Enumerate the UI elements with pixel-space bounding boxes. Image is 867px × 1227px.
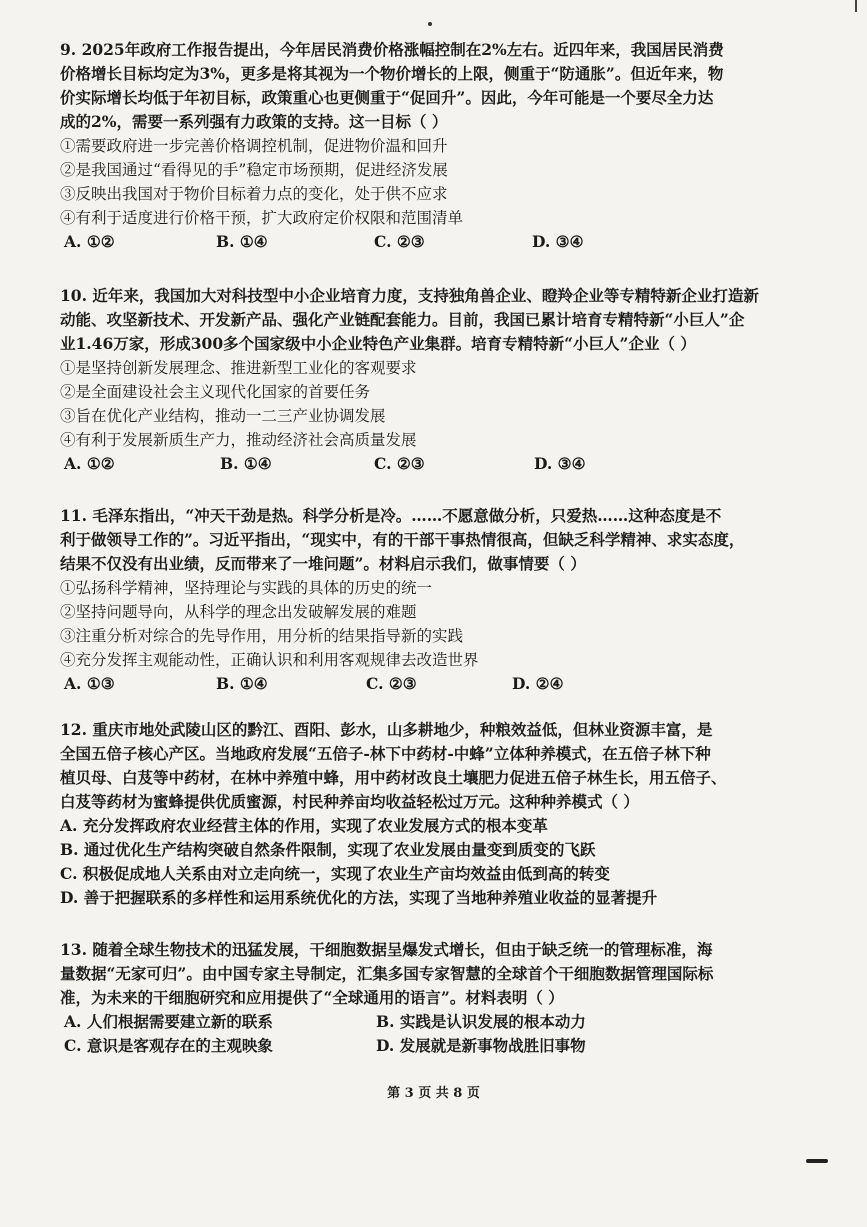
stem-line: 结果不仅没有出业绩，反而带来了一堆问题”。材料启示我们，做事情要（ ） bbox=[60, 554, 586, 573]
answer-options-row-2 bbox=[60, 1034, 830, 1058]
option-a[interactable]: A. 人们根据需要建立新的联系 bbox=[64, 1012, 273, 1031]
stem-line: 准，为未来的干细胞研究和应用提供了“全球通用的语言”。材料表明（ ） bbox=[60, 988, 564, 1007]
option-c[interactable]: C. 意识是客观存在的主观映象 bbox=[64, 1036, 273, 1055]
statement-item: ①弘扬科学精神，坚持理论与实践的具体的历史的统一 bbox=[60, 579, 433, 597]
statement-item: ③反映出我国对于物价目标着力点的变化，处于供不应求 bbox=[60, 185, 448, 203]
statement-item: ①需要政府进一步完善价格调控机制，促进物价温和回升 bbox=[60, 137, 448, 155]
option-c[interactable]: C. 积极促成地人关系由对立走向统一，实现了农业生产亩均效益由低到高的转变 bbox=[60, 864, 610, 883]
option-b[interactable]: B. ①④ bbox=[220, 454, 272, 473]
statement-item: ②是全面建设社会主义现代化国家的首要任务 bbox=[60, 383, 371, 401]
option-b[interactable]: B. ①④ bbox=[216, 232, 268, 251]
answer-options bbox=[60, 452, 830, 476]
statement-item: ①是坚持创新发展理念、推进新型工业化的客观要求 bbox=[60, 359, 417, 377]
option-a[interactable]: A. ①② bbox=[64, 454, 115, 473]
statement-item: ④有利于适度进行价格干预，扩大政府定价权限和范围清单 bbox=[60, 209, 464, 227]
stem-line: 价格增长目标均定为3%，更多是将其视为一个物价增长的上限，侧重于“防通胀”。但近年来，物 bbox=[60, 64, 724, 83]
option-d[interactable]: D. 发展就是新事物战胜旧事物 bbox=[376, 1036, 586, 1055]
option-a[interactable]: A. 充分发挥政府农业经营主体的作用，实现了农业发展方式的根本变革 bbox=[60, 816, 548, 835]
statement-item: ②是我国通过“看得见的手”稳定市场预期，促进经济发展 bbox=[60, 161, 448, 179]
question-9 bbox=[60, 38, 830, 254]
option-b[interactable]: B. ①④ bbox=[216, 674, 268, 693]
statement-item: ③注重分析对综合的先导作用，用分析的结果指导新的实践 bbox=[60, 627, 464, 645]
stem-line: 白芨等药材为蜜蜂提供优质蜜源，村民种养亩均收益轻松过万元。这种种养模式（ ） bbox=[60, 792, 639, 811]
option-d[interactable]: D. 善于把握联系的多样性和运用系统优化的方法，实现了当地种养殖业收益的显著提升 bbox=[60, 888, 658, 907]
question-10-stem bbox=[60, 284, 830, 356]
stem-line: 价实际增长均低于年初目标，政策重心也更侧重于“促回升”。因此，今年可能是一个要尽全力达 bbox=[60, 88, 714, 107]
question-13 bbox=[60, 938, 830, 1058]
option-b[interactable]: B. 实践是认识发展的根本动力 bbox=[376, 1012, 586, 1031]
question-12 bbox=[60, 718, 830, 910]
option-d[interactable]: D. ③④ bbox=[534, 454, 586, 473]
question-10 bbox=[60, 284, 830, 476]
stem-line: 13. 随着全球生物技术的迅猛发展，干细胞数据呈爆发式增长，但由于缺乏统一的管理标准，海 bbox=[60, 940, 713, 959]
question-13-stem bbox=[60, 938, 830, 1010]
option-b[interactable]: B. 通过优化生产结构突破自然条件限制，实现了农业发展由量变到质变的飞跃 bbox=[60, 840, 596, 859]
stem-line: 利于做领导工作的”。习近平指出，“现实中，有的干部干事热情很高，但缺乏科学精神、求实态度， bbox=[60, 530, 745, 549]
page-number-footer: 第 3 页 共 8 页 bbox=[387, 1086, 480, 1101]
option-c[interactable]: C. ②③ bbox=[374, 454, 425, 473]
stem-line: 12. 重庆市地处武陵山区的黔江、酉阳、彭水，山多耕地少，种粮效益低，但林业资源丰富，是 bbox=[60, 720, 713, 739]
scan-dot bbox=[428, 22, 432, 26]
stem-line: 9. 2025年政府工作报告提出，今年居民消费价格涨幅控制在2%左右。近四年来，我国居民消费 bbox=[60, 40, 724, 59]
stem-line: 10. 近年来，我国加大对科技型中小企业培育力度，支持独角兽企业、瞪羚企业等专精特新企业打造新 bbox=[60, 286, 759, 305]
answer-options bbox=[60, 672, 830, 696]
option-d[interactable]: D. ③④ bbox=[532, 232, 584, 251]
statement-item: ④充分发挥主观能动性，正确认识和利用客观规律去改造世界 bbox=[60, 651, 479, 669]
statement-item: ③旨在优化产业结构，推动一二三产业协调发展 bbox=[60, 407, 386, 425]
answer-options bbox=[60, 230, 830, 254]
question-11 bbox=[60, 504, 830, 696]
option-a[interactable]: A. ①② bbox=[64, 232, 115, 251]
question-11-stem bbox=[60, 504, 830, 576]
stem-line: 业1.46万家，形成300多个国家级中小企业特色产业集群。培育专精特新“小巨人”企业（ ） bbox=[60, 334, 696, 353]
option-a[interactable]: A. ①③ bbox=[64, 674, 115, 693]
stem-line: 植贝母、白芨等中药材，在林中养殖中蜂，用中药材改良土壤肥力促进五倍子林生长，用五倍子、 bbox=[60, 768, 727, 787]
option-d[interactable]: D. ②④ bbox=[512, 674, 564, 693]
stem-line: 成的2%，需要一系列强有力政策的支持。这一目标（ ） bbox=[60, 112, 448, 131]
scan-corner-mark bbox=[855, 0, 867, 12]
stem-line: 全国五倍子核心产区。当地政府发展“五倍子-林下中药材-中蜂”立体种养模式，在五倍子林下种 bbox=[60, 744, 711, 763]
answer-options-row-1 bbox=[60, 1010, 830, 1034]
option-c[interactable]: C. ②③ bbox=[374, 232, 425, 251]
statement-item: ②坚持问题导向，从科学的理念出发破解发展的难题 bbox=[60, 603, 417, 621]
scan-dash-mark bbox=[806, 1159, 828, 1163]
stem-line: 动能、攻坚新技术、开发新产品、强化产业链配套能力。目前，我国已累计培育专精特新“小巨人”企 bbox=[60, 310, 745, 329]
question-12-stem bbox=[60, 718, 830, 814]
stem-line: 量数据“无家可归”。由中国专家主导制定，汇集多国专家智慧的全球首个干细胞数据管理国际标 bbox=[60, 964, 714, 983]
option-c[interactable]: C. ②③ bbox=[366, 674, 417, 693]
statement-item: ④有利于发展新质生产力，推动经济社会高质量发展 bbox=[60, 431, 417, 449]
stem-line: 11. 毛泽东指出，“冲天干劲是热。科学分析是冷。……不愿意做分析，只爱热……这种态度是不 bbox=[60, 506, 722, 525]
question-9-stem bbox=[60, 38, 830, 134]
